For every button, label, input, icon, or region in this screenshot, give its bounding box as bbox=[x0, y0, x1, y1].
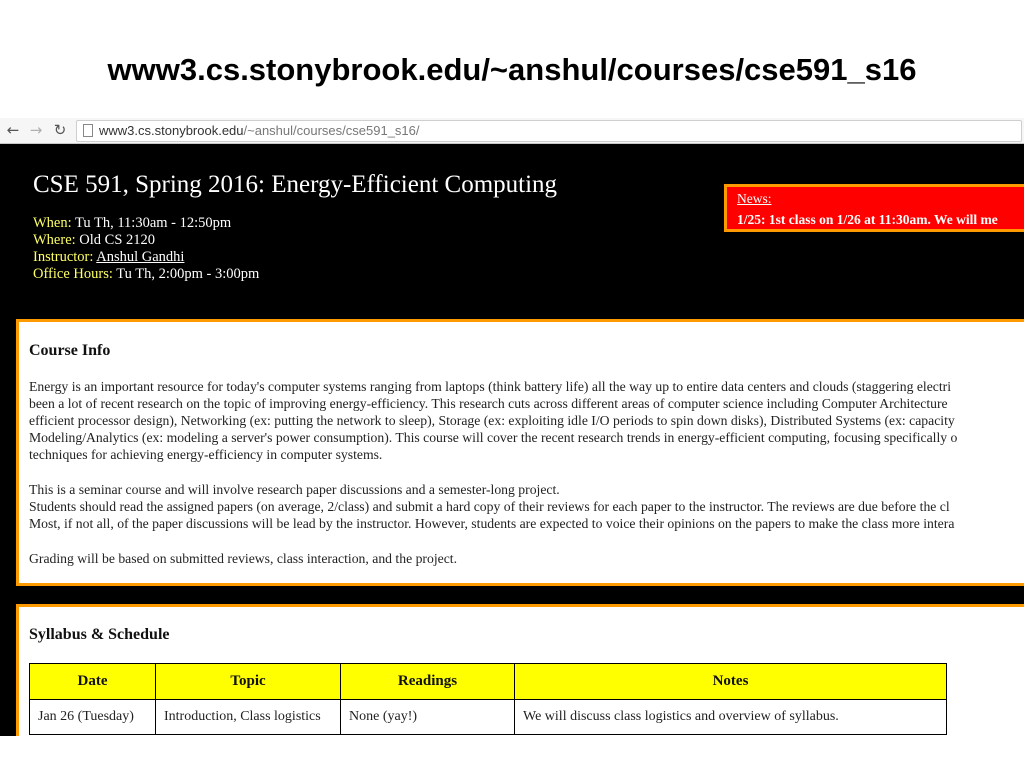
cell-readings: None (yay!) bbox=[341, 700, 515, 735]
browser-window bbox=[0, 118, 1024, 736]
where-value: Old CS 2120 bbox=[79, 232, 156, 248]
column-header-readings: Readings bbox=[341, 664, 515, 700]
when-value: Tu Th, 11:30am - 12:50pm bbox=[75, 215, 232, 231]
address-text[interactable] bbox=[99, 123, 420, 138]
course-info-heading: Course Info bbox=[29, 342, 111, 359]
instructor-label: Instructor: bbox=[33, 249, 94, 265]
cell-topic: Introduction, Class logistics bbox=[156, 700, 341, 735]
where-line bbox=[33, 232, 155, 249]
address-bar[interactable] bbox=[76, 120, 1022, 142]
grading-line: Grading will be based on submitted reviews, class interaction, and the project. bbox=[29, 551, 457, 566]
when-label: When: bbox=[33, 215, 72, 231]
where-label: Where: bbox=[33, 232, 76, 248]
page-icon bbox=[83, 124, 93, 137]
url-host: www3.cs.stonybrook.edu bbox=[99, 123, 244, 138]
instructor-link[interactable]: Anshul Gandhi bbox=[96, 249, 185, 265]
course-title: CSE 591, Spring 2016: Energy-Efficient Computing bbox=[33, 171, 558, 198]
course-info-line: techniques for achieving energy-efficiency in computer systems. bbox=[29, 447, 383, 462]
course-info-line: been a lot of recent research on the topic of improving energy-efficiency. This research cuts across different areas of computer science including Computer Architecture bbox=[29, 396, 948, 411]
course-info-line: Energy is an important resource for today's computer systems ranging from laptops (think battery life) all the way up to entire data centers and clouds (staggering electri bbox=[29, 379, 952, 394]
table-header-row bbox=[30, 664, 947, 700]
office-hours-line bbox=[33, 266, 259, 283]
instructor-line bbox=[33, 249, 184, 266]
back-arrow-icon[interactable]: ← bbox=[6, 121, 20, 139]
browser-toolbar bbox=[0, 118, 1024, 144]
url-path: /~anshul/courses/cse591_s16/ bbox=[243, 123, 420, 138]
forward-arrow-icon[interactable]: → bbox=[29, 121, 43, 139]
course-info-line: Modeling/Analytics (ex: modeling a server's power consumption). This course will cover the recent research trends in energy-efficient computing, focusing specifically o bbox=[29, 430, 958, 445]
cell-date: Jan 26 (Tuesday) bbox=[30, 700, 156, 735]
slide-title: www3.cs.stonybrook.edu/~anshul/courses/cse591_s16 bbox=[107, 52, 917, 87]
news-text: 1/25: 1st class on 1/26 at 11:30am. We will me bbox=[737, 212, 998, 227]
course-info-line: efficient processor design), Networking (ex: putting the network to sleep), Storage (ex: exploiting idle I/O periods to spin down disks), Distributed Systems (ex: capacity bbox=[29, 413, 955, 428]
syllabus-panel bbox=[16, 604, 1024, 736]
syllabus-heading: Syllabus & Schedule bbox=[29, 626, 170, 643]
column-header-date: Date bbox=[30, 664, 156, 700]
course-info-line: Students should read the assigned papers (on average, 2/class) and submit a hard copy of their reviews for each paper to the instructor. The reviews are due before the cl bbox=[29, 499, 950, 514]
cell-notes: We will discuss class logistics and overview of syllabus. bbox=[515, 700, 947, 735]
news-box bbox=[724, 184, 1024, 232]
course-info-line: This is a seminar course and will involve research paper discussions and a semester-long project. bbox=[29, 482, 560, 497]
when-line bbox=[33, 215, 231, 232]
column-header-topic: Topic bbox=[156, 664, 341, 700]
reload-icon[interactable]: ↻ bbox=[53, 121, 67, 139]
course-info-line: Most, if not all, of the paper discussions will be lead by the instructor. However, students are expected to voice their opinions on the papers to make the class more intera bbox=[29, 516, 955, 531]
news-heading[interactable]: News: bbox=[737, 191, 772, 206]
web-page bbox=[0, 144, 1024, 736]
office-hours-value: Tu Th, 2:00pm - 3:00pm bbox=[116, 266, 260, 282]
column-header-notes: Notes bbox=[515, 664, 947, 700]
course-info-panel bbox=[16, 319, 1024, 586]
schedule-table bbox=[29, 663, 947, 735]
table-row bbox=[30, 700, 947, 735]
office-hours-label: Office Hours: bbox=[33, 266, 113, 282]
